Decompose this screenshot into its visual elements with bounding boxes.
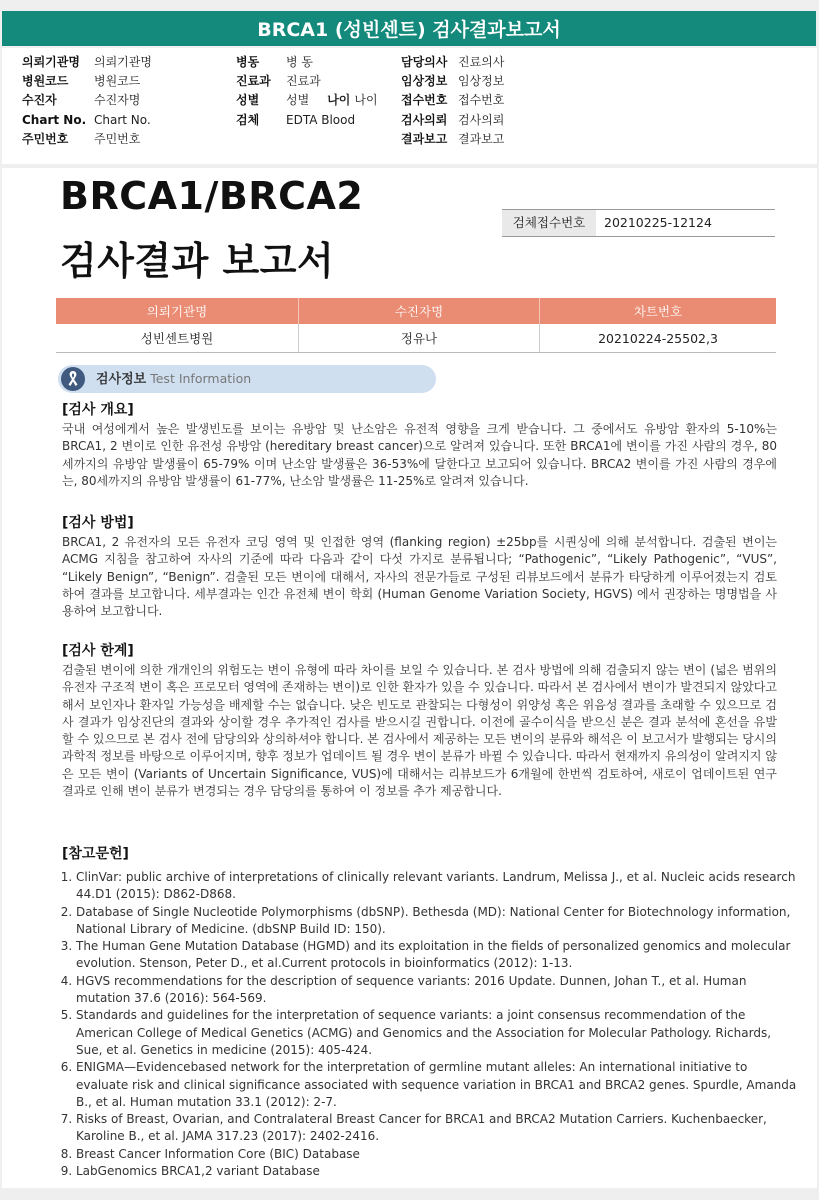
info-label: 의뢰기관명 bbox=[22, 55, 80, 69]
info-row bbox=[236, 91, 378, 110]
receipt-label: 검체접수번호 bbox=[502, 210, 596, 236]
reference-item: 1. ClinVar: public archive of interpretations of clinically relevant variants. Landrum, Melissa J., et al. Nucleic acids research 44.D1 (2015): D862-D868. bbox=[76, 869, 797, 904]
info-label: 검체 bbox=[236, 112, 260, 127]
info-value: 진료과 bbox=[286, 74, 321, 89]
patient-table bbox=[56, 298, 776, 353]
report-title-line2: 검사결과 보고서 bbox=[60, 239, 335, 283]
section-pill-text bbox=[96, 365, 251, 394]
info-value: Chart No. bbox=[94, 112, 151, 127]
info-value: 검사의뢰 bbox=[458, 112, 505, 127]
info-value: 병원코드 bbox=[94, 74, 141, 89]
receipt-value: 20210225-12124 bbox=[604, 215, 712, 230]
age-label: 나이 bbox=[327, 93, 351, 108]
table-cell: 20210224-25502,3 bbox=[540, 324, 777, 353]
info-label: 병원코드 bbox=[22, 74, 69, 89]
info-value: 결과보고 bbox=[458, 131, 505, 146]
section-limitations bbox=[62, 640, 777, 800]
test-info-section-pill bbox=[58, 365, 436, 393]
table-cell: 정유나 bbox=[299, 324, 540, 353]
info-label: 결과보고 bbox=[401, 131, 448, 146]
info-row bbox=[401, 130, 504, 149]
report-header-bar bbox=[2, 11, 816, 46]
info-row bbox=[22, 111, 152, 130]
references-list bbox=[62, 869, 797, 1180]
info-row bbox=[401, 111, 504, 130]
references-section bbox=[62, 843, 797, 1180]
awareness-ribbon-icon bbox=[61, 367, 85, 391]
report-page bbox=[2, 168, 817, 1188]
info-row bbox=[22, 72, 152, 91]
references-title: [참고문헌] bbox=[62, 846, 129, 862]
info-row bbox=[401, 72, 504, 91]
info-label: Chart No. bbox=[22, 112, 87, 127]
info-value: 진료의사 bbox=[458, 55, 505, 69]
info-value: 의뢰기관명 bbox=[94, 55, 152, 69]
info-label: 수진자 bbox=[22, 93, 57, 108]
info-row bbox=[236, 111, 378, 130]
info-label: 성별 bbox=[236, 93, 260, 108]
section-title: [검사 개요] bbox=[62, 402, 134, 418]
info-value: 주민번호 bbox=[94, 131, 141, 146]
section-method bbox=[62, 512, 777, 620]
info-value: 접수번호 bbox=[458, 93, 505, 108]
reference-item: 2. Database of Single Nucleotide Polymorphisms (dbSNP). Bethesda (MD): National Center for Biotechnology information, National Library of Medicine. (dbSNP Build ID: 150). bbox=[76, 904, 797, 939]
info-value: EDTA Blood bbox=[286, 112, 356, 127]
section-pill-label: 검사정보 bbox=[96, 372, 147, 387]
info-column-3 bbox=[401, 53, 504, 149]
order-info-panel bbox=[2, 48, 817, 164]
info-value: 병 동 bbox=[286, 55, 313, 69]
info-label: 병동 bbox=[236, 55, 260, 69]
table-cell: 성빈센트병원 bbox=[56, 324, 299, 353]
reference-item: 9. LabGenomics BRCA1,2 variant Database bbox=[76, 1163, 797, 1180]
info-row bbox=[236, 53, 378, 72]
section-body: 국내 여성에게서 높은 발생빈도를 보이는 유방암 및 난소암은 유전적 영향을 크게 받습니다. 그 중에서도 유방암 환자의 5-10%는 BRCA1, 2 변이로 인한 유전성 유방암 (hereditary breast cancer)으로 알려져 있습니다. 또한 BRCA1에 변이를 가진 사람의 경우, 80세까지의 유방암 발생률이 65-79% 이며 난소암 발생률은 36-53%에 달한다고 보고되어 있습니다. BRCA2 변이를 가진 사람의 경우에는, 80세까지의 유방암 발생률이 61-77%, 난소암 발생률은 11-25%로 알려져 있습니다. bbox=[62, 422, 777, 488]
report-header-title: BRCA1 (성빈센트) 검사결과보고서 bbox=[257, 19, 561, 41]
section-title: [검사 방법] bbox=[62, 515, 134, 531]
section-overview bbox=[62, 399, 777, 490]
info-row bbox=[401, 91, 504, 110]
info-column-2 bbox=[236, 53, 378, 130]
info-row bbox=[236, 72, 378, 91]
info-value: 수진자명 bbox=[94, 93, 141, 108]
info-value: 임상정보 bbox=[458, 74, 505, 89]
table-row bbox=[56, 324, 776, 353]
info-label: 진료과 bbox=[236, 74, 271, 89]
info-row bbox=[22, 91, 152, 110]
section-body: BRCA1, 2 유전자의 모든 유전자 코딩 영역 및 인접한 영역 (flanking region) ±25bp를 시퀀싱에 의해 분석합니다. 검출된 변이는 ACMG 지침을 참고하여 자사의 기준에 따라 다음과 같이 다섯 가지로 분류됩니다; “Pathogenic”, “Likely Pathogenic”, “VUS”, “Likely Benign”, “Benign”. 검출된 모든 변이에 대해서, 자사의 전문가들로 구성된 리뷰보드에서 분류가 타당하게 이루어졌는지 검토하여 결과를 보고합니다. 세부결과는 인간 유전체 변이 학회 (Human Genome Variation Society, HGVS) 에서 권장하는 명명법을 사용하여 보고합니다. bbox=[62, 535, 777, 619]
info-label: 담당의사 bbox=[401, 55, 448, 69]
reference-item: 5. Standards and guidelines for the interpretation of sequence variants: a joint consensus recommendation of the American College of Medical Genetics (ACMG) and Genomics and the Association for Molecular Pathology. Richards, Sue, et al. Genetics in medicine (2015): 405-424. bbox=[76, 1007, 797, 1059]
info-row bbox=[22, 53, 152, 72]
info-label: 주민번호 bbox=[22, 131, 69, 146]
info-value: 성별 bbox=[286, 93, 310, 108]
info-column-1 bbox=[22, 53, 152, 149]
table-header-row bbox=[56, 298, 776, 324]
table-header-cell: 차트번호 bbox=[540, 298, 777, 324]
info-row bbox=[401, 53, 504, 72]
info-row bbox=[22, 130, 152, 149]
age-value: 나이 bbox=[354, 93, 378, 108]
reference-item: 6. ENIGMA—Evidencebased network for the interpretation of germline mutant alleles: An international initiative to evaluate risk and clinical significance associated with sequence variation in BRCA1 and BRCA2 genes. Spurdle, Amanda B., et al. Human mutation 33.1 (2012): 2-7. bbox=[76, 1059, 797, 1111]
section-body: 검출된 변이에 의한 개개인의 위험도는 변이 유형에 따라 차이를 보일 수 있습니다. 본 검사 방법에 의해 검출되지 않는 변이 (넓은 범위의 유전자 구조적 변이 혹은 프로모터 영역에 존재하는 변이)로 인한 환자가 있을 수 있습니다. 따라서 본 검사에서 변이가 발견되지 않았다고 해서 보인자나 환자일 가능성을 배제할 수는 없습니다. 낮은 빈도로 관찰되는 다형성이 위양성 혹은 위음성 결과를 초래할 수 있으므로 검사 결과가 임상진단의 결과와 상이할 경우 추가적인 검사를 받으시길 권합니다. 이전에 골수이식을 받으신 분은 결과 분석에 혼선을 유발할 수 있으므로 본 검사 전에 담당의와 상의하셔야 합니다. 본 검사에서 제공하는 모든 변이의 분류와 해석은 이 보고서가 발행되는 당시의 과학적 정보를 바탕으로 이루어지며, 향후 정보가 업데이트 될 경우 변이 분류가 바뀔 수 있습니다. 따라서 현재까지 유의성이 알려지지 않은 모든 변이 (Variants of Uncertain Significance, VUS)에 대해서는 리뷰보드가 6개월에 한번씩 검토하여, 새로이 업데이트된 연구 결과로 인해 변이 분류가 변경되는 경우 담당의를 통하여 이 정보를 추가 제공합니다. bbox=[62, 663, 777, 799]
reference-item: 7. Risks of Breast, Ovarian, and Contralateral Breast Cancer for BRCA1 and BRCA2 Mutation Carriers. Kuchenbaecker, Karoline B., et al. JAMA 317.23 (2017): 2402-2416. bbox=[76, 1111, 797, 1146]
table-header-cell: 수진자명 bbox=[299, 298, 540, 324]
table-header-cell: 의뢰기관명 bbox=[56, 298, 299, 324]
reference-item: 4. HGVS recommendations for the description of sequence variants: 2016 Update. Dunnen, Johan T., et al. Human mutation 37.6 (2016): 564-569. bbox=[76, 973, 797, 1008]
info-label: 접수번호 bbox=[401, 93, 448, 108]
section-pill-sublabel: Test Information bbox=[150, 371, 252, 386]
reference-item: 3. The Human Gene Mutation Database (HGMD) and its exploitation in the fields of personalized genomics and molecular evolution. Stenson, Peter D., et al.Current protocols in bioinformatics (2012): 1-13. bbox=[76, 938, 797, 973]
info-label: 검사의뢰 bbox=[401, 112, 448, 127]
reference-item: 8. Breast Cancer Information Core (BIC) Database bbox=[76, 1146, 797, 1163]
section-title: [검사 한계] bbox=[62, 643, 134, 659]
info-label: 임상정보 bbox=[401, 74, 448, 89]
report-title-line1: BRCA1/BRCA2 bbox=[60, 174, 364, 218]
receipt-number-box bbox=[502, 209, 775, 237]
